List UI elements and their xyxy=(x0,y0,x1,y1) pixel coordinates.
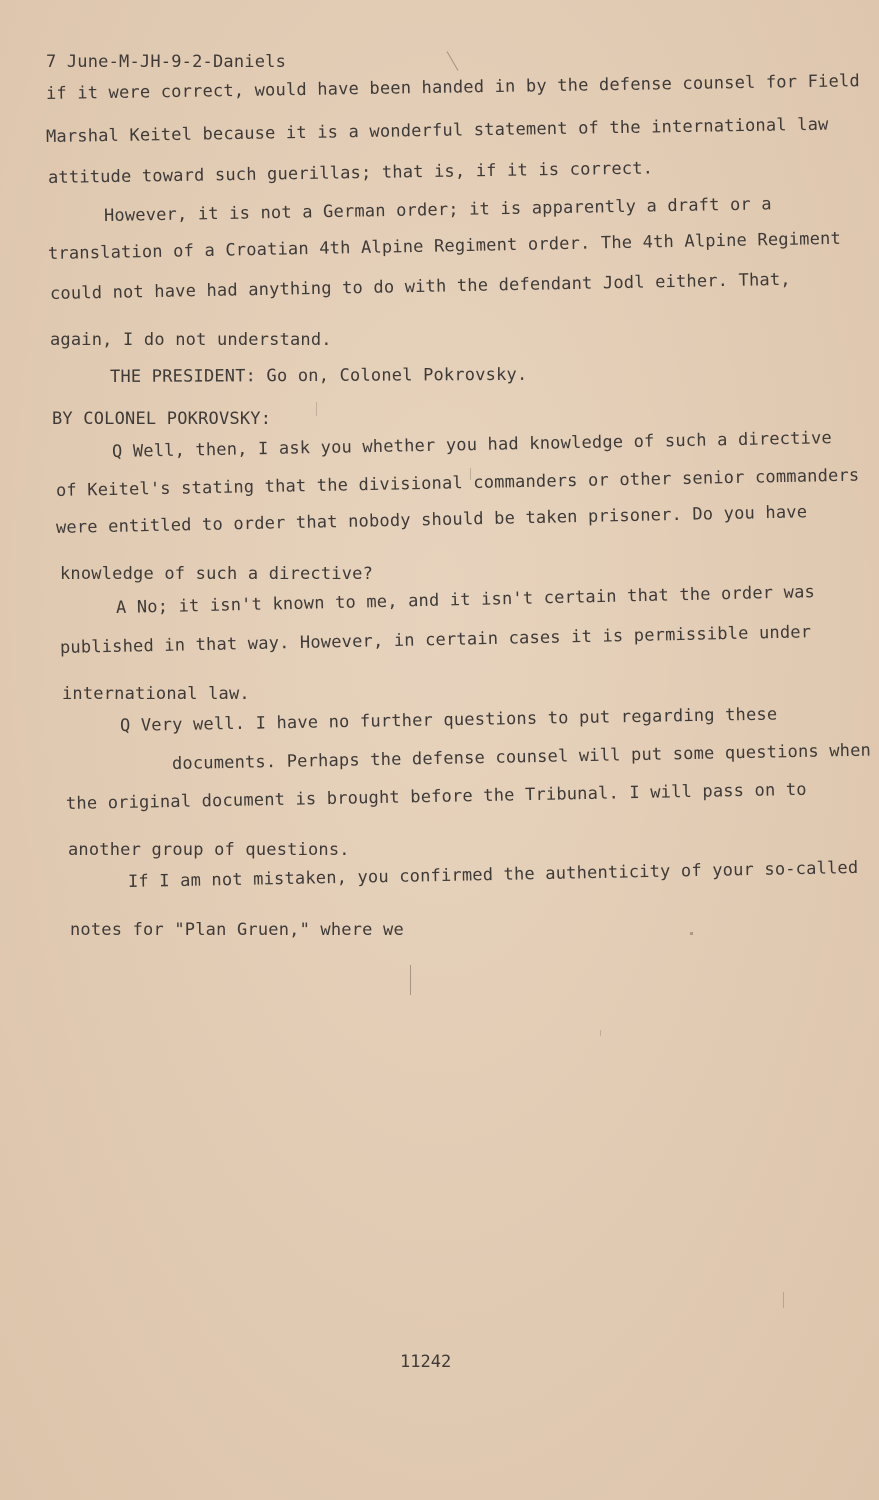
text-line: international law. xyxy=(62,684,250,704)
paper-mark xyxy=(316,402,317,416)
question-line: Q Well, then, I ask you whether you had knowledge of such a directive xyxy=(111,428,833,462)
text-line: knowledge of such a directive? xyxy=(60,564,374,584)
text-line: documents. Perhaps the defense counsel will put some questions when xyxy=(171,740,872,774)
text-line: were entitled to order that nobody should be taken prisoner. Do you have xyxy=(55,502,808,538)
text-line: translation of a Croatian 4th Alpine Regiment order. The 4th Alpine Regiment xyxy=(47,228,842,264)
text-line: published in that way. However, in certain cases it is permissible under xyxy=(59,622,812,658)
speaker-line: THE PRESIDENT: Go on, Colonel Pokrovsky. xyxy=(109,364,528,387)
text-line: However, it is not a German order; it is apparently a draft or a xyxy=(103,194,772,226)
paper-mark xyxy=(447,51,459,71)
text-line: the original document is brought before the Tribunal. I will pass on to xyxy=(65,779,807,814)
paper-mark xyxy=(783,1292,784,1308)
question-line: Q Very well. I have no further questions to put regarding these xyxy=(119,704,778,736)
paper-mark xyxy=(690,932,693,935)
text-line: another group of questions. xyxy=(68,840,350,860)
text-line: if it were correct, would have been handed in by the defense counsel for Field xyxy=(45,71,860,104)
text-line: notes for "Plan Gruen," where we xyxy=(70,920,404,940)
text-line: could not have had anything to do with the defendant Jodl either. That, xyxy=(49,269,791,304)
answer-line: A No; it isn't known to me, and it isn't certain that the order was xyxy=(115,582,816,618)
page-header: 7 June-M-JH-9-2-Daniels xyxy=(46,52,287,72)
text-line: attitude toward such guerillas; that is, if it is correct. xyxy=(47,158,654,188)
paper-mark xyxy=(470,468,471,480)
text-line: of Keitel's stating that the divisional commanders or other senior commanders xyxy=(55,465,860,501)
text-line: If I am not mistaken, you confirmed the authenticity of your so-called xyxy=(127,857,859,892)
text-line: Marshal Keitel because it is a wonderful statement of the international law xyxy=(45,114,829,147)
paper-mark xyxy=(600,1030,601,1036)
paper-mark xyxy=(410,965,411,995)
examiner-heading: BY COLONEL POKROVSKY: xyxy=(52,409,272,429)
page-number: 11242 xyxy=(400,1352,452,1372)
text-line: again, I do not understand. xyxy=(50,330,332,350)
